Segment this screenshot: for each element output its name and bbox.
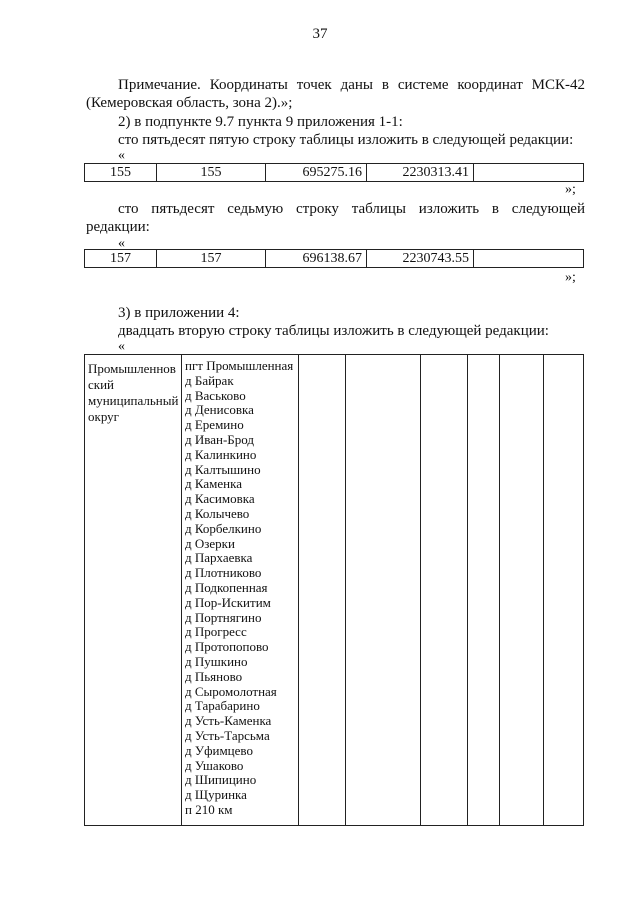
settlement-item: д Протопопово bbox=[185, 639, 269, 655]
settlement-item: д Озерки bbox=[185, 535, 235, 551]
empty-cell bbox=[468, 355, 500, 826]
table-cell: 2230743.55 bbox=[367, 250, 474, 268]
table-cell bbox=[474, 164, 584, 182]
table-cell bbox=[474, 250, 584, 268]
empty-cell bbox=[500, 355, 544, 826]
settlement-item: д Сыромолотная bbox=[185, 683, 277, 699]
close-quote-2: »; bbox=[565, 270, 576, 285]
table-row bbox=[85, 164, 584, 182]
settlement-item: д Еремино bbox=[185, 417, 244, 433]
settlements-cell bbox=[182, 355, 299, 826]
settlement-item: д Каменка bbox=[185, 476, 242, 492]
settlement-item: д Денисовка bbox=[185, 402, 254, 418]
table-cell: 155 bbox=[157, 164, 266, 182]
settlement-item: п 210 км bbox=[185, 801, 233, 817]
row-22-intro: двадцать вторую строку таблицы изложить в следующей редакции: bbox=[118, 323, 549, 339]
settlement-item: д Щуринка bbox=[185, 787, 247, 803]
table-cell: 157 bbox=[157, 250, 266, 268]
settlement-item: д Касимовка bbox=[185, 491, 255, 507]
settlement-item: д Калинкино bbox=[185, 446, 257, 462]
row-157-intro-line-2: редакции: bbox=[86, 219, 150, 235]
district-name-line: округ bbox=[88, 409, 119, 424]
item-2-header: 2) в подпункте 9.7 пункта 9 приложения 1-1: bbox=[118, 114, 403, 130]
district-name-line: муниципальный bbox=[88, 393, 179, 408]
settlement-item: д Подкопенная bbox=[185, 579, 268, 595]
settlement-item: д Пьяново bbox=[185, 668, 243, 684]
note-line-1: Примечание. Координаты точек даны в системе координат МСК-42 bbox=[118, 77, 585, 93]
row-155-intro: сто пятьдесят пятую строку таблицы изложить в следующей редакции: bbox=[118, 132, 574, 148]
settlement-item: д Пор-Искитим bbox=[185, 594, 271, 610]
district-cell bbox=[85, 355, 182, 826]
close-quote-1: »; bbox=[565, 182, 576, 197]
settlement-item: д Васьково bbox=[185, 387, 246, 403]
page-number: 37 bbox=[312, 26, 328, 42]
settlement-item: д Ушаково bbox=[185, 757, 244, 773]
settlement-item: д Уфимцево bbox=[185, 742, 253, 758]
empty-cell bbox=[421, 355, 468, 826]
open-quote-2: « bbox=[118, 236, 125, 251]
settlement-item: д Байрак bbox=[185, 372, 234, 388]
note-line-2: (Кемеровская область, зона 2).»; bbox=[86, 95, 293, 111]
item-3-header: 3) в приложении 4: bbox=[118, 305, 240, 321]
settlement-item: д Портнягино bbox=[185, 609, 262, 625]
empty-cell bbox=[299, 355, 346, 826]
table-cell: 2230313.41 bbox=[367, 164, 474, 182]
settlement-item: д Колычево bbox=[185, 505, 250, 521]
row-157-table bbox=[84, 249, 584, 268]
table-cell: 695275.16 bbox=[266, 164, 367, 182]
row-157-intro-line-1: сто пятьдесят седьмую строку таблицы изложить в следующей bbox=[118, 201, 585, 217]
open-quote-3: « bbox=[118, 339, 125, 354]
table-cell: 696138.67 bbox=[266, 250, 367, 268]
empty-cell bbox=[544, 355, 584, 826]
table-cell: 155 bbox=[85, 164, 157, 182]
empty-cell bbox=[346, 355, 421, 826]
settlement-item: пгт Промышленная bbox=[185, 358, 294, 373]
open-quote-1: « bbox=[118, 148, 125, 163]
settlement-item: д Усть-Каменка bbox=[185, 713, 272, 729]
table-row bbox=[85, 355, 584, 826]
table-cell: 157 bbox=[85, 250, 157, 268]
settlement-item: д Иван-Брод bbox=[185, 431, 254, 447]
table-row bbox=[85, 250, 584, 268]
settlement-item: д Шипицино bbox=[185, 772, 257, 788]
settlement-item: д Пархаевка bbox=[185, 550, 253, 566]
settlement-item: д Пушкино bbox=[185, 653, 248, 669]
row-155-table bbox=[84, 163, 584, 182]
district-name-line: ский bbox=[88, 377, 114, 392]
settlement-item: д Тарабарино bbox=[185, 698, 260, 714]
settlement-item: д Корбелкино bbox=[185, 520, 262, 536]
settlement-item: д Калтышино bbox=[185, 461, 261, 477]
settlement-item: д Усть-Тарсьма bbox=[185, 727, 270, 743]
row-22-table bbox=[84, 354, 584, 826]
settlement-item: д Прогресс bbox=[185, 624, 247, 640]
settlement-item: д Плотниково bbox=[185, 565, 262, 581]
district-name-line: Промышленнов bbox=[88, 361, 176, 376]
